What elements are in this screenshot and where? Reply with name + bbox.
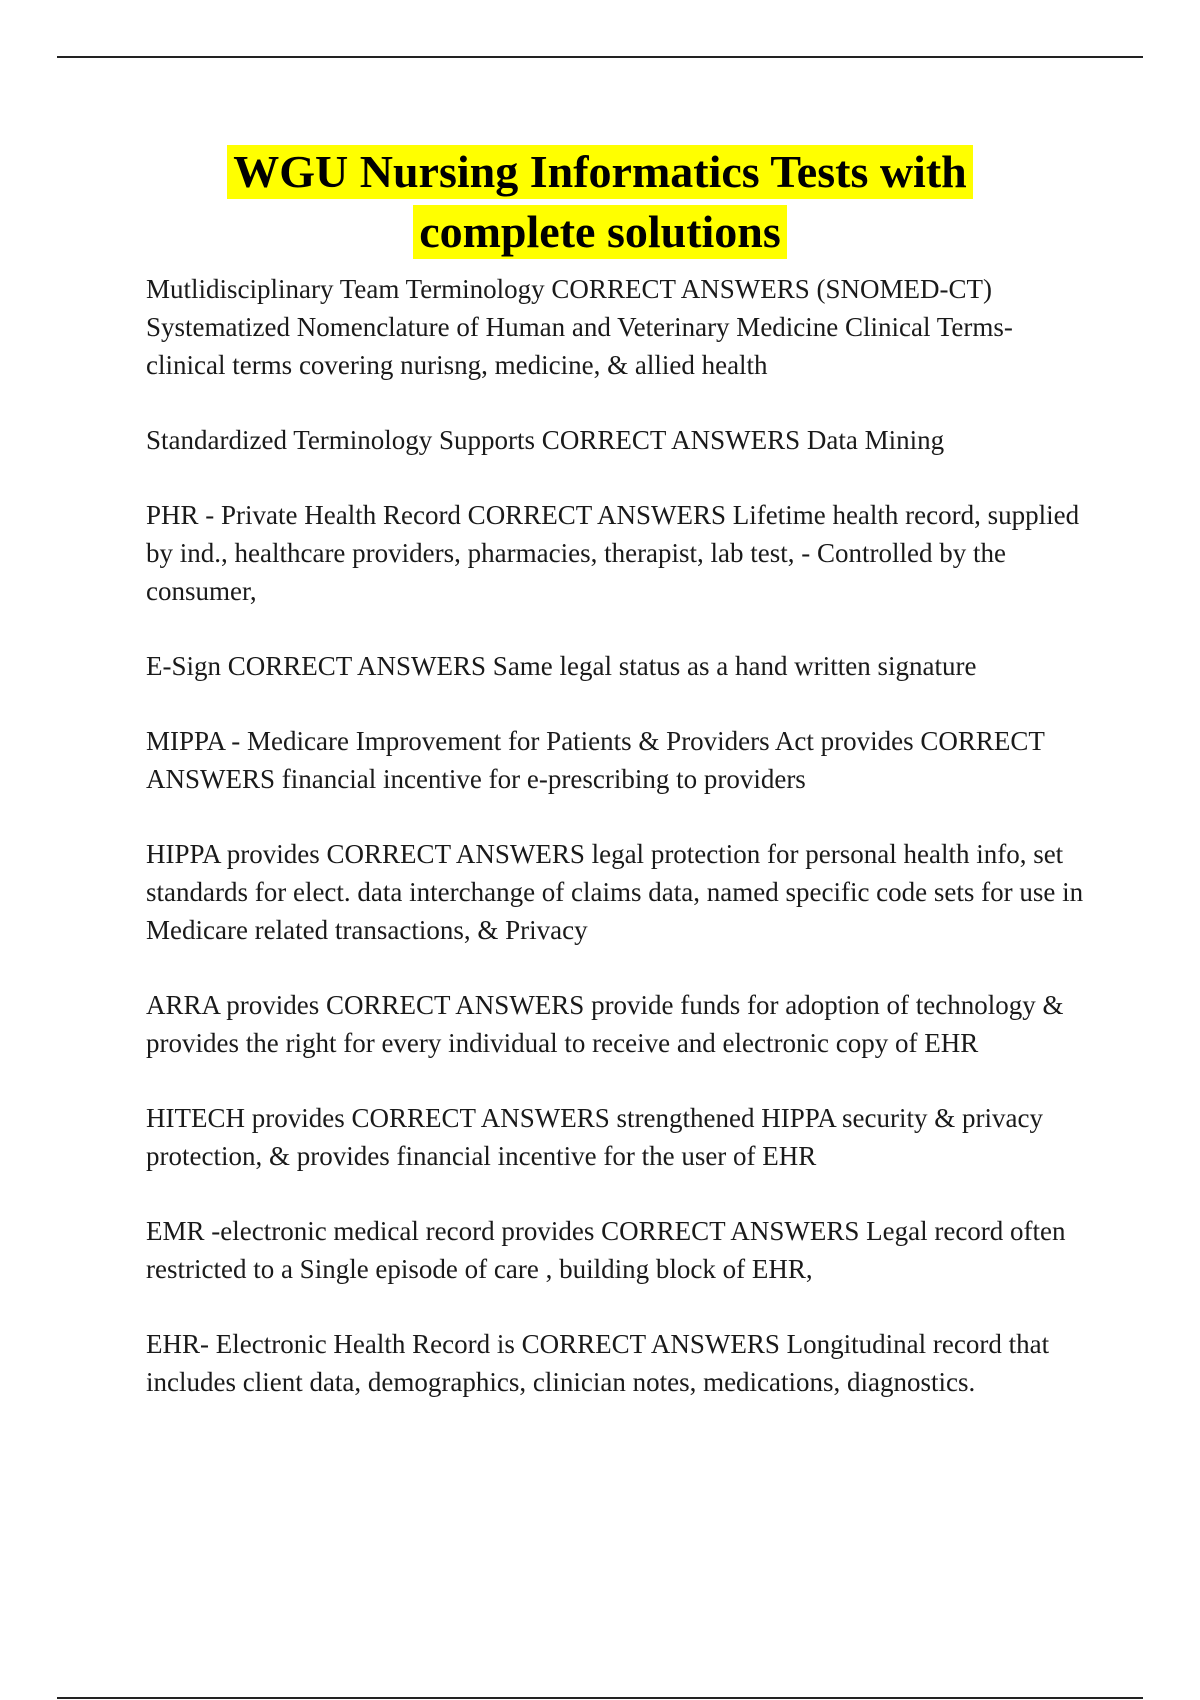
- qa-entry-hippa: HIPPA provides CORRECT ANSWERS legal protection for personal health info, set standards for elect. data interchange of claims data, named specific code sets for use in Medicare related transactions, & Privacy: [146, 839, 1084, 945]
- page-title: [100, 142, 1100, 262]
- qa-entry-snomed: Mutlidisciplinary Team Terminology CORRECT ANSWERS (SNOMED-CT) Systematized Nomenclature of Human and Veterinary Medicine Clinical Terms- clinical terms covering nurisng, medicine, & allied health: [146, 274, 1013, 380]
- qa-entry-emr: EMR -electronic medical record provides CORRECT ANSWERS Legal record often restricted to a Single episode of care , building block of EHR,: [146, 1216, 1066, 1284]
- qa-entry-esign: E-Sign CORRECT ANSWERS Same legal status as a hand written signature: [146, 651, 977, 681]
- header-rule: [57, 56, 1143, 58]
- qa-entry-arra: ARRA provides CORRECT ANSWERS provide funds for adoption of technology & provides the right for every individual to receive and electronic copy of EHR: [146, 990, 1064, 1058]
- qa-entry-hitech: HITECH provides CORRECT ANSWERS strengthened HIPPA security & privacy protection, & provides financial incentive for the user of EHR: [146, 1103, 1043, 1171]
- qa-list: [146, 270, 1086, 1438]
- qa-entry-ehr: EHR- Electronic Health Record is CORRECT ANSWERS Longitudinal record that includes client data, demographics, clinician notes, medications, diagnostics.: [146, 1329, 1050, 1397]
- title-line-2: complete solutions: [413, 205, 787, 259]
- qa-entry-phr: PHR - Private Health Record CORRECT ANSWERS Lifetime health record, supplied by ind., healthcare providers, pharmacies, therapist, lab test, - Controlled by the consumer,: [146, 500, 1080, 606]
- qa-entry-standardized-terminology: Standardized Terminology Supports CORRECT ANSWERS Data Mining: [146, 425, 945, 455]
- title-line-1: WGU Nursing Informatics Tests with: [227, 145, 973, 199]
- footer-rule: [57, 1697, 1143, 1699]
- qa-entry-mippa: MIPPA - Medicare Improvement for Patients & Providers Act provides CORRECT ANSWERS financial incentive for e-prescribing to providers: [146, 726, 1045, 794]
